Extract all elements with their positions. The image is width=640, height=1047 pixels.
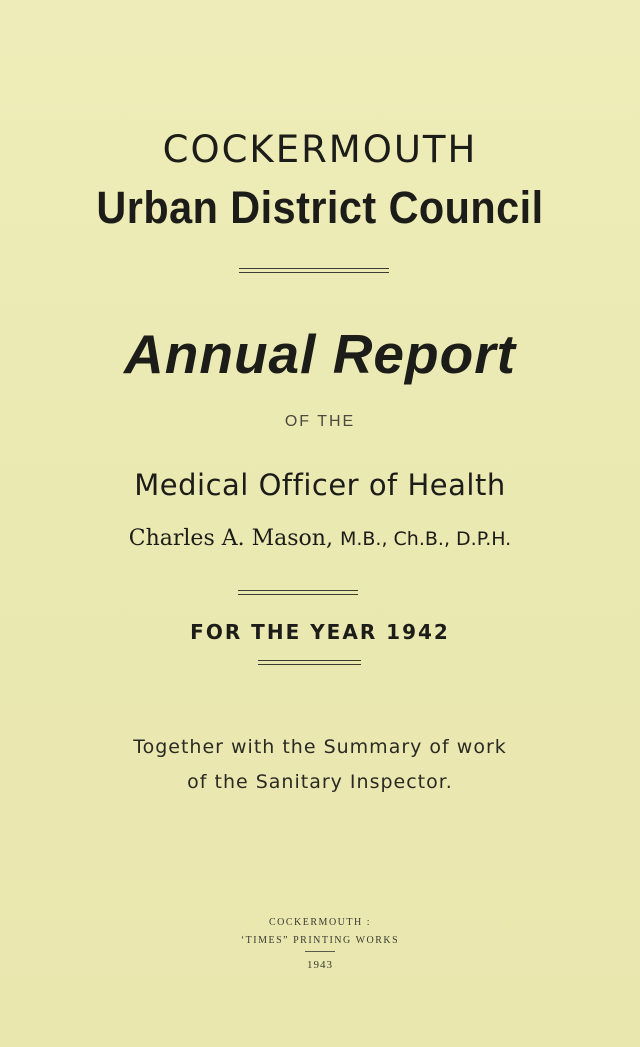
officer-title: Medical Officer of Health bbox=[134, 468, 506, 502]
council-heading: Urban District Council bbox=[96, 182, 544, 233]
double-rule-divider bbox=[258, 660, 361, 665]
officer-name: Charles A. Mason, bbox=[128, 526, 333, 551]
summary-line-2: of the Sanitary Inspector. bbox=[187, 771, 453, 793]
double-rule-divider bbox=[239, 268, 389, 273]
double-rule-divider bbox=[238, 590, 358, 595]
imprint-year: 1943 bbox=[307, 959, 333, 971]
imprint-place: COCKERMOUTH : bbox=[268, 917, 371, 928]
town-heading: COCKERMOUTH bbox=[162, 128, 478, 171]
imprint-rule bbox=[305, 951, 335, 952]
officer-qualifications: M.B., Ch.B., D.P.H. bbox=[339, 528, 512, 550]
summary-line-1: Together with the Summary of work bbox=[133, 736, 507, 758]
report-year: FOR THE YEAR 1942 bbox=[190, 620, 450, 644]
report-title: Annual Report bbox=[124, 323, 516, 385]
officer-name-line bbox=[0, 526, 640, 551]
of-the-label: OF THE bbox=[284, 413, 356, 430]
imprint-printer: ‘TIMES” PRINTING WORKS bbox=[240, 935, 400, 946]
